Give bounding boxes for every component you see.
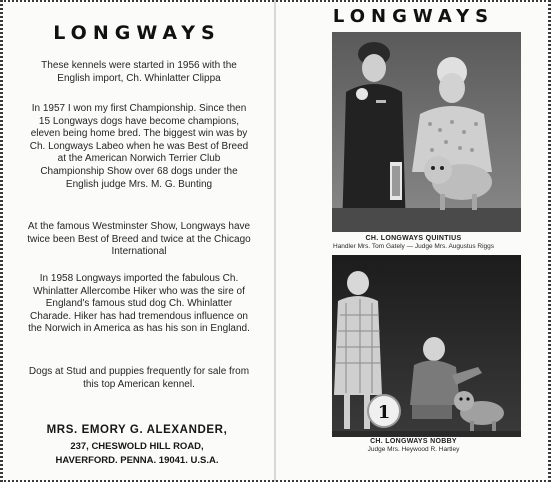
placard-number: 1: [377, 402, 391, 423]
page-edge-top: [0, 0, 274, 2]
owner-city: HAVERFORD. PENNA. 19041. U.S.A.: [55, 455, 219, 466]
kennel-title: LONGWAYS: [332, 6, 495, 27]
paragraph-westminster: At the famous Westminster Show, Longways have twice been Best of Breed and twice at the Chicago International: [27, 221, 251, 258]
paragraph-history: These kennels were started in 1956 with the English import, Ch. Whinlatter Clippa: [41, 60, 237, 84]
photo-nobby-caption: CH. LONGWAYS NOBBY: [370, 438, 457, 445]
photo-nobby-credits: Judge Mrs. Heywood R. Hartley: [367, 446, 460, 453]
paragraph-hiker: In 1958 Longways imported the fabulous Ch. Whinlatter Allercombe Hiker who was the sire of England's famous stud dog Ch. Whinlatter Charade. Hiker has had tremendous influence on the Norwich in America as has his son in England.: [28, 273, 250, 335]
page-edge-top: [276, 0, 551, 2]
owner-street: 237, CHESWOLD HILL ROAD,: [70, 441, 204, 452]
kennel-title: LONGWAYS: [53, 22, 221, 44]
paragraph-stud: Dogs at Stud and puppies frequently for sale from this top American kennel.: [28, 366, 250, 390]
owner-name: MRS. EMORY G. ALEXANDER,: [46, 424, 228, 436]
left-page: [0, 0, 274, 482]
page-edge-left: [0, 0, 3, 482]
photo-quintius-caption: CH. LONGWAYS QUINTIUS: [365, 235, 462, 242]
paragraph-championships: In 1957 I won my first Championship. Since then 15 Longways dogs have become champions, eleven being home bred. The biggest win was by Ch. Longways Labeo when he was Best of Breed at the American Norwich Terrier Club Championship Show over 68 dogs under the English judge Mrs. M. G. Bunting: [29, 103, 249, 190]
photo-quintius: [332, 32, 521, 232]
photo-nobby-image: [332, 255, 521, 437]
photo-quintius-credits: Handler Mrs. Tom Gately — Judge Mrs. Augustus Riggs: [333, 243, 494, 250]
photo-nobby: [332, 255, 521, 437]
right-page: [276, 0, 551, 482]
photo-quintius-image: [332, 32, 521, 232]
